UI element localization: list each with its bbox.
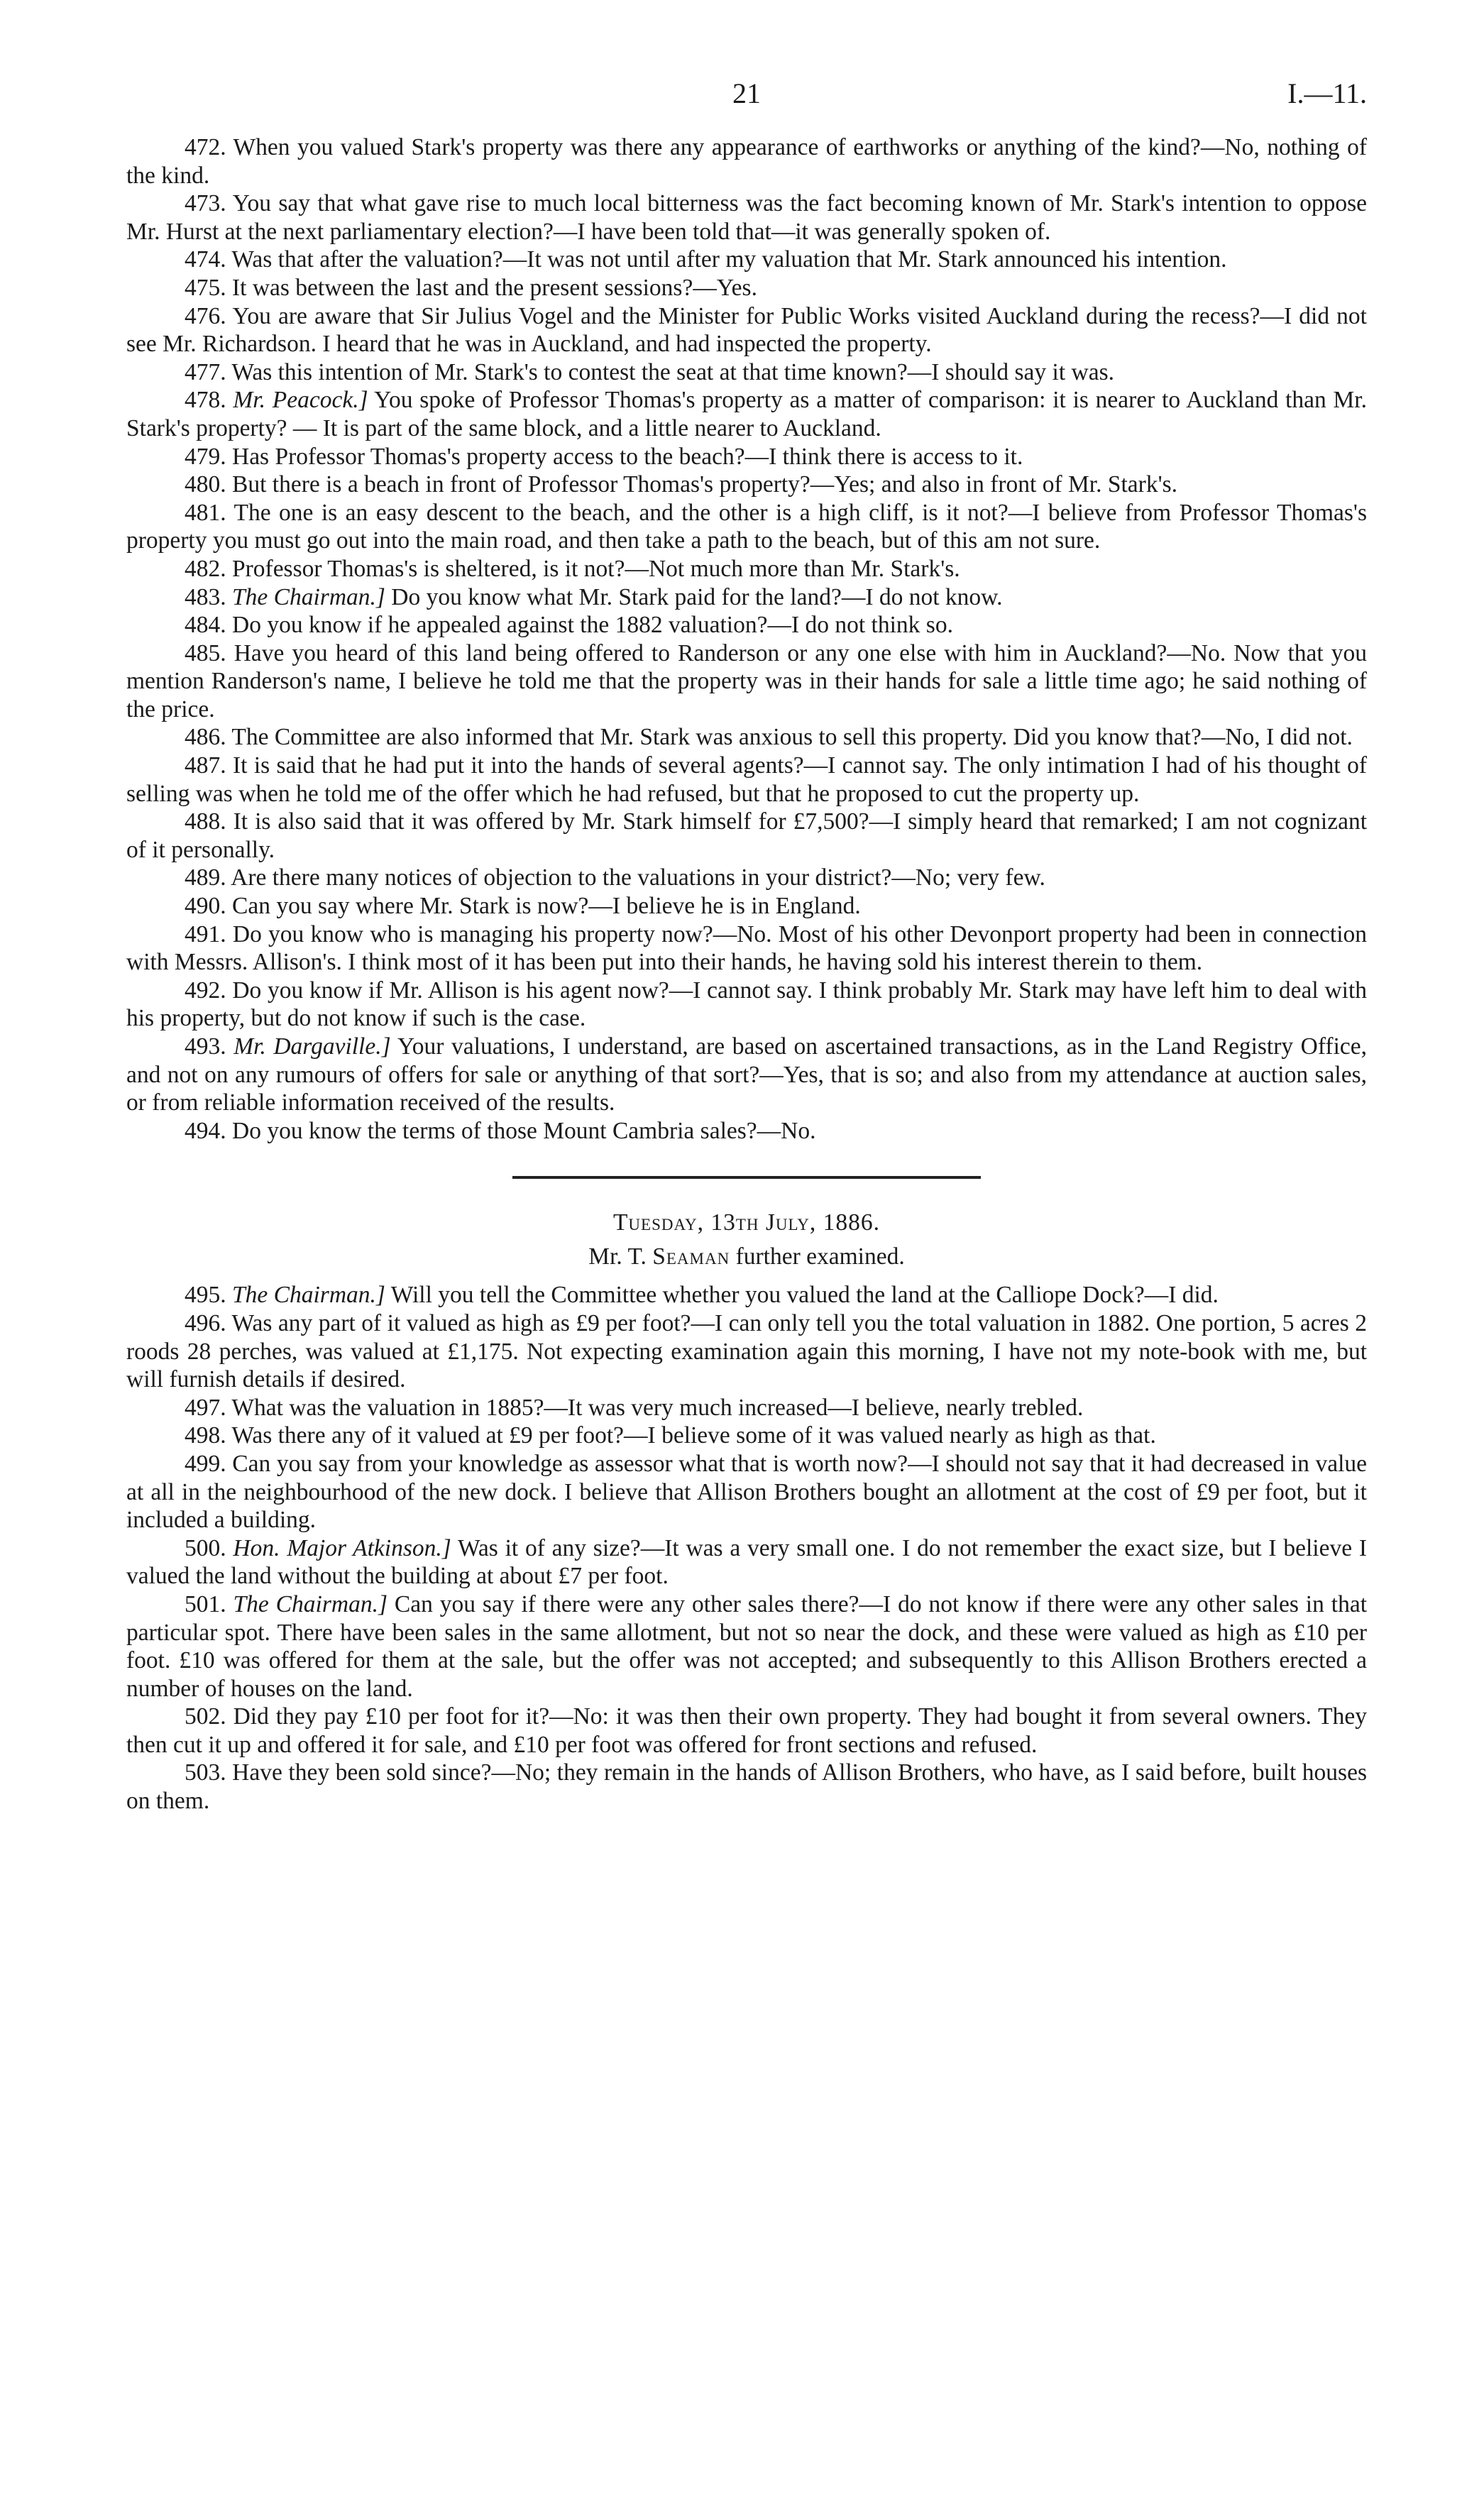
question-number: 483. bbox=[185, 583, 226, 610]
question-paragraph bbox=[126, 864, 1367, 892]
question-paragraph bbox=[126, 555, 1367, 583]
question-paragraph bbox=[126, 499, 1367, 555]
speaker-name: The Chairman.] bbox=[233, 1590, 388, 1617]
question-answer-text: Do you know if he appealed against the 1882 valuation?—I do not think so. bbox=[232, 612, 953, 639]
question-answer-text: Was there any of it valued at £9 per foot?—I believe some of it was valued nearly as high as that. bbox=[231, 1422, 1156, 1449]
question-number: 472. bbox=[185, 134, 226, 160]
question-number: 495. bbox=[185, 1282, 226, 1309]
question-paragraph bbox=[126, 977, 1367, 1033]
question-number: 492. bbox=[185, 977, 226, 1004]
question-paragraph bbox=[126, 808, 1367, 864]
question-answer-text: Can you say if there were any other sales there?—I do not know if there were any other sales in that particular spot. There have been sales in the same allotment, but not so near the dock, and these were valued as high as £10 per foot. £10 was offered for them at the sale, but the offer was not accepted; and subsequently to this Allison Brothers erected a number of houses on the land. bbox=[126, 1590, 1368, 1702]
question-number: 479. bbox=[185, 443, 226, 470]
question-number: 475. bbox=[185, 274, 226, 301]
question-number: 486. bbox=[185, 724, 226, 751]
question-paragraph bbox=[126, 471, 1367, 499]
question-answer-text: Professor Thomas's is sheltered, is it not?—Not much more than Mr. Stark's. bbox=[232, 555, 960, 582]
question-answer-text: Has Professor Thomas's property access to the beach?—I think there is access to it. bbox=[232, 443, 1023, 470]
question-answer-text: But there is a beach in front of Professor Thomas's property?—Yes; and also in front of Mr. Stark's. bbox=[232, 471, 1178, 498]
question-paragraph bbox=[126, 1309, 1367, 1394]
question-paragraph bbox=[126, 302, 1367, 358]
question-number: 478. bbox=[185, 387, 226, 414]
question-number: 477. bbox=[185, 358, 226, 385]
question-answer-text: It was between the last and the present sessions?—Yes. bbox=[232, 274, 757, 301]
question-answer-text: Was it of any size?—It was a very small one. I do not remember the exact size, but I believe I valued the land without the building at about £7 per foot. bbox=[126, 1534, 1368, 1590]
question-number: 503. bbox=[185, 1759, 226, 1786]
witness-heading bbox=[126, 1243, 1367, 1271]
question-number: 480. bbox=[185, 471, 226, 498]
question-paragraph bbox=[126, 892, 1367, 920]
evidence-section-2 bbox=[126, 1281, 1367, 1815]
question-answer-text: Do you know the terms of those Mount Cambria sales?—No. bbox=[232, 1117, 816, 1144]
question-answer-text: Was any part of it valued as high as £9 per foot?—I can only tell you the total valuation in 1882. One portion, 5 acres 2 roods 28 perches, was valued at £1,175. Not expecting examination again this morning, I have not my note-book with me, but will furnish details if desired. bbox=[126, 1309, 1367, 1393]
question-paragraph bbox=[126, 386, 1367, 442]
document-page bbox=[126, 77, 1367, 1815]
question-paragraph bbox=[126, 1033, 1367, 1117]
session-date-heading: Tuesday, 13th July, 1886. bbox=[612, 1209, 881, 1236]
question-answer-text: Was that after the valuation?—It was not until after my valuation that Mr. Stark announced his intention. bbox=[231, 246, 1227, 273]
question-answer-text: The one is an easy descent to the beach, and the other is a high cliff, is it not?—I believe from Professor Thomas's property you must go out into the main road, and then take a path to the beach, but of this am not sure. bbox=[126, 499, 1367, 554]
document-reference: I.—11. bbox=[1287, 77, 1367, 109]
question-number: 488. bbox=[185, 808, 226, 835]
question-answer-text: Your valuations, I understand, are based on ascertained transactions, as in the Land Registry Office, and not on any rumours of offers for sale or anything of that sort?—Yes, that is so; and also from my attendance at auction sales, or from reliable information received of the results. bbox=[126, 1033, 1368, 1116]
question-answer-text: You are aware that Sir Julius Vogel and the Minister for Public Works visited Auckland during the recess?—I did not see Mr. Richardson. I heard that he was in Auckland, and had inspected the property. bbox=[126, 302, 1367, 358]
question-answer-text: Have they been sold since?—No; they remain in the hands of Allison Brothers, who have, as I said before, built houses on them. bbox=[126, 1759, 1367, 1815]
evidence-section-1 bbox=[126, 133, 1367, 1145]
question-number: 487. bbox=[185, 752, 226, 779]
question-answer-text: Did they pay £10 per foot for it?—No: it was then their own property. They had bought it from several owners. They then cut it up and offered it for sale, and £10 per foot was offered for front sections and refused. bbox=[126, 1703, 1368, 1758]
page-header bbox=[126, 77, 1367, 133]
question-number: 473. bbox=[185, 190, 226, 217]
question-answer-text: Are there many notices of objection to the valuations in your district?—No; very few. bbox=[231, 864, 1045, 891]
question-number: 497. bbox=[185, 1394, 226, 1421]
question-answer-text: Do you know who is managing his property now?—No. Most of his other Devonport property had been in connection with Messrs. Allison's. I think most of it has been put into their hands, he having sold his interest therein to them. bbox=[126, 920, 1367, 976]
question-answer-text: You spoke of Professor Thomas's property as a matter of comparison: it is nearer to Auckland than Mr. Stark's property? — It is part of the same block, and a little nearer to Auckland. bbox=[126, 387, 1367, 441]
witness-name: Seaman bbox=[652, 1243, 730, 1270]
question-paragraph bbox=[126, 639, 1367, 724]
witness-prefix: Mr. T. bbox=[588, 1243, 647, 1270]
question-number: 481. bbox=[185, 499, 226, 526]
question-answer-text: Can you say where Mr. Stark is now?—I believe he is in England. bbox=[232, 893, 861, 920]
question-paragraph bbox=[126, 1534, 1367, 1590]
question-paragraph bbox=[126, 1590, 1367, 1703]
question-answer-text: Was this intention of Mr. Stark's to contest the seat at that time known?—I should say it was. bbox=[231, 358, 1114, 385]
question-paragraph bbox=[126, 583, 1367, 612]
speaker-name: The Chairman.] bbox=[232, 1282, 385, 1309]
speaker-name: Mr. Dargaville.] bbox=[233, 1033, 391, 1060]
question-number: 491. bbox=[185, 920, 226, 947]
question-answer-text: What was the valuation in 1885?—It was very much increased—I believe, nearly trebled. bbox=[231, 1394, 1084, 1421]
question-number: 490. bbox=[185, 893, 226, 920]
question-paragraph bbox=[126, 1394, 1367, 1422]
question-paragraph bbox=[126, 1703, 1367, 1759]
question-answer-text: Can you say from your knowledge as assessor what that is worth now?—I should not say that it had decreased in value at all in the neighbourhood of the new dock. I believe that Allison Brothers bought an allotment at the cost of £9 per foot, but it included a building. bbox=[126, 1450, 1368, 1534]
question-number: 494. bbox=[185, 1117, 226, 1144]
question-paragraph bbox=[126, 752, 1367, 808]
question-answer-text: When you valued Stark's property was there any appearance of earthworks or anything of the kind?—No, nothing of the kind. bbox=[126, 134, 1367, 189]
question-number: 485. bbox=[185, 639, 226, 666]
section-divider bbox=[512, 1176, 981, 1179]
question-paragraph bbox=[126, 1759, 1367, 1815]
question-number: 476. bbox=[185, 302, 226, 329]
question-paragraph bbox=[126, 133, 1367, 189]
speaker-name: Hon. Major Atkinson.] bbox=[233, 1534, 451, 1561]
question-number: 496. bbox=[185, 1309, 226, 1336]
question-number: 502. bbox=[185, 1703, 226, 1730]
question-paragraph bbox=[126, 723, 1367, 752]
question-answer-text: Do you know if Mr. Allison is his agent now?—I cannot say. I think probably Mr. Stark may have left him to deal with his property, but do not know if such is the case. bbox=[126, 977, 1368, 1032]
speaker-name: Mr. Peacock.] bbox=[233, 387, 368, 414]
question-answer-text: Will you tell the Committee whether you valued the land at the Calliope Dock?—I did. bbox=[390, 1282, 1219, 1309]
question-number: 474. bbox=[185, 246, 226, 273]
question-answer-text: Have you heard of this land being offered to Randerson or any one else with him in Auckland?—No. Now that you mention Randerson's name, I believe he told me that the property was in their hands for sale a little time ago; he said nothing of the price. bbox=[126, 639, 1368, 722]
question-paragraph bbox=[126, 1281, 1367, 1309]
question-paragraph bbox=[126, 189, 1367, 246]
question-number: 489. bbox=[185, 864, 226, 891]
question-paragraph bbox=[126, 920, 1367, 977]
question-number: 482. bbox=[185, 555, 226, 582]
question-paragraph bbox=[126, 443, 1367, 471]
question-answer-text: The Committee are also informed that Mr. Stark was anxious to sell this property. Did you know that?—No, I did not. bbox=[231, 724, 1353, 751]
speaker-name: The Chairman.] bbox=[232, 583, 385, 610]
question-answer-text: It is also said that it was offered by Mr. Stark himself for £7,500?—I simply heard that remarked; I am not cognizant of it personally. bbox=[126, 808, 1367, 863]
question-paragraph bbox=[126, 1450, 1367, 1534]
question-number: 499. bbox=[185, 1450, 226, 1477]
question-number: 484. bbox=[185, 612, 226, 639]
question-answer-text: It is said that he had put it into the hands of several agents?—I cannot say. The only intimation I had of his thought of selling was when he told me of the offer which he had refused, but that he proposed to cut the property up. bbox=[126, 752, 1367, 807]
question-answer-text: You say that what gave rise to much local bitterness was the fact becoming known of Mr. Stark's intention to oppose Mr. Hurst at the next parliamentary election?—I have been told that—it was generally spoken of. bbox=[126, 190, 1367, 245]
question-paragraph bbox=[126, 1117, 1367, 1145]
question-answer-text: Do you know what Mr. Stark paid for the land?—I do not know. bbox=[391, 583, 1003, 610]
question-number: 500. bbox=[185, 1534, 226, 1561]
question-paragraph bbox=[126, 246, 1367, 274]
question-number: 493. bbox=[185, 1033, 226, 1060]
question-paragraph bbox=[126, 358, 1367, 387]
question-number: 498. bbox=[185, 1422, 226, 1449]
question-paragraph bbox=[126, 274, 1367, 302]
page-number: 21 bbox=[732, 77, 761, 109]
question-number: 501. bbox=[185, 1590, 226, 1617]
question-paragraph bbox=[126, 611, 1367, 639]
question-paragraph bbox=[126, 1422, 1367, 1450]
witness-suffix: further examined. bbox=[735, 1243, 905, 1270]
